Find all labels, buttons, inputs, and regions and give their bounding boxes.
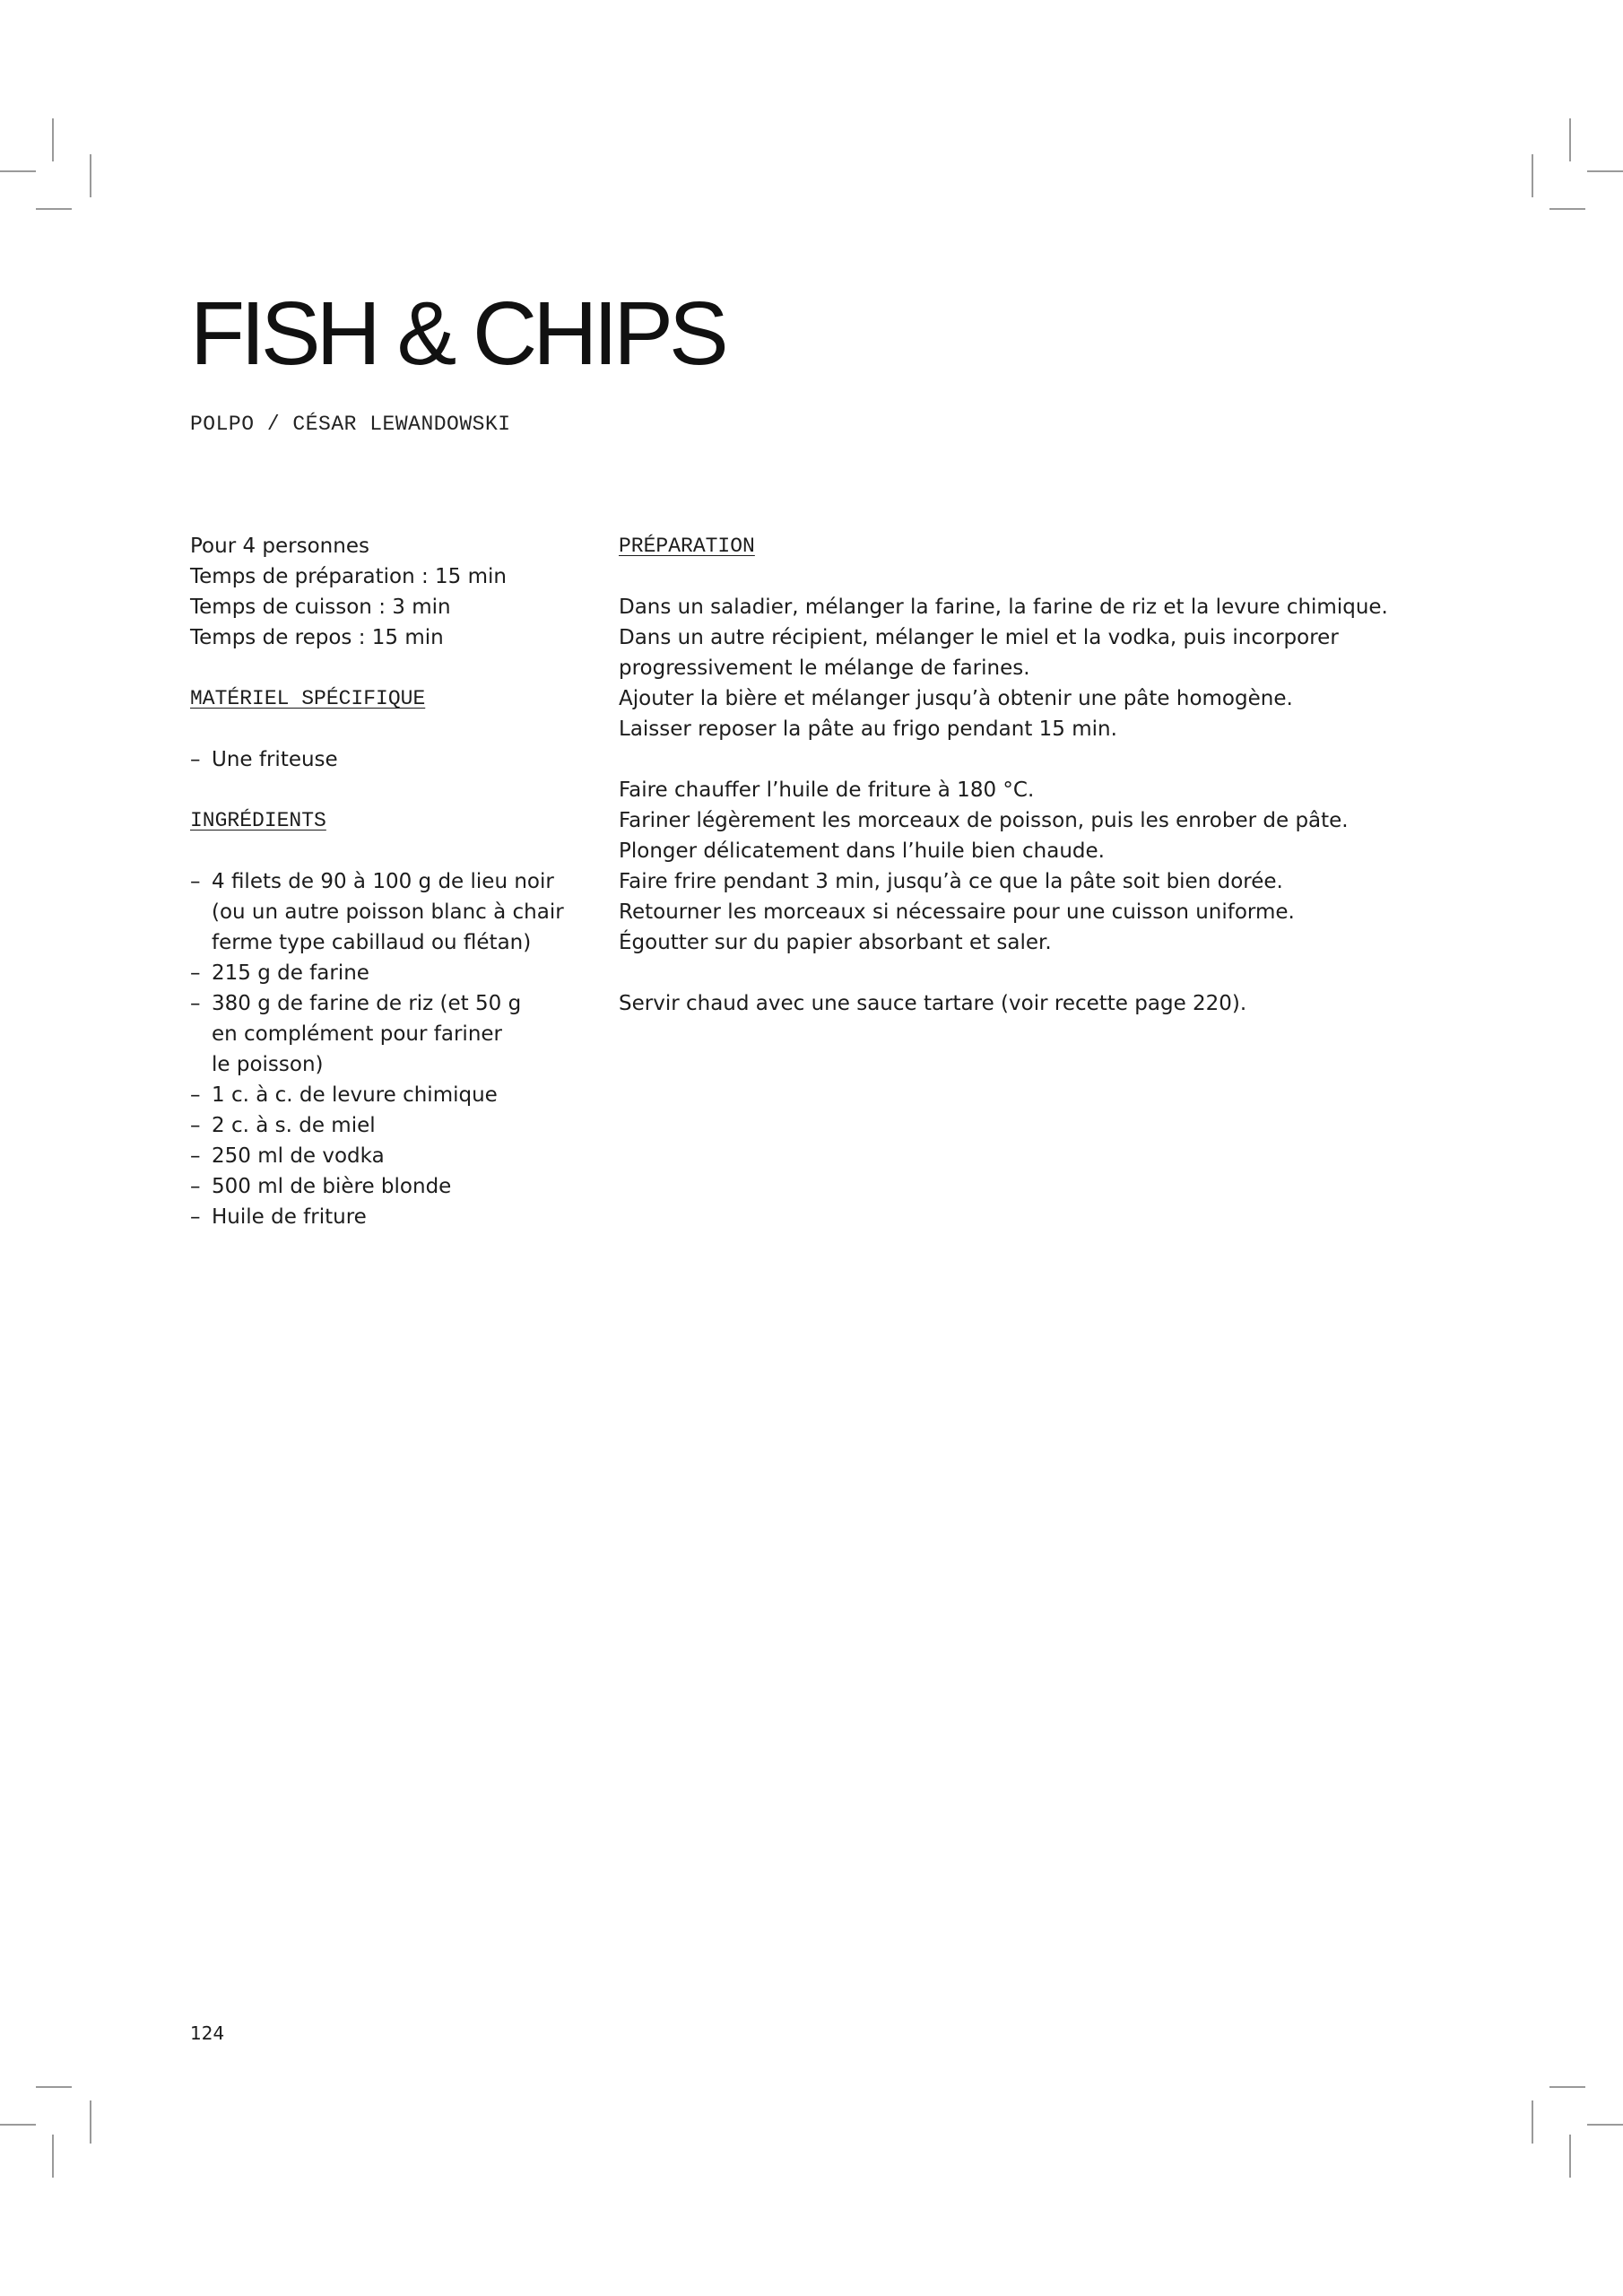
crop-mark xyxy=(52,2135,54,2178)
materiel-item-text: Une friteuse xyxy=(212,748,338,771)
dash-bullet: – xyxy=(190,870,201,893)
preparation-line: Égoutter sur du papier absorbant et saler. xyxy=(619,931,1052,954)
ingredient-item-text: le poisson) xyxy=(212,1053,324,1076)
dash-bullet: – xyxy=(190,961,201,985)
ingredient-item xyxy=(190,1202,594,1232)
preparation-heading: PRÉPARATION xyxy=(619,535,755,558)
crop-mark xyxy=(1532,154,1533,197)
ingredients-list xyxy=(190,866,594,1232)
ingredient-item xyxy=(190,1141,594,1171)
crop-mark xyxy=(52,118,54,161)
preparation-paragraph xyxy=(619,775,1569,958)
dash-bullet: – xyxy=(190,1083,201,1107)
crop-mark xyxy=(1532,2100,1533,2144)
crop-mark xyxy=(36,2086,72,2088)
ingredient-item xyxy=(190,988,594,1080)
preparation-line: Dans un saladier, mélanger la farine, la farine de riz et la levure chimique. xyxy=(619,596,1388,619)
crop-mark xyxy=(90,2100,91,2144)
ingredient-item-text: (ou un autre poisson blanc à chair xyxy=(212,900,564,924)
preparation-line: Faire chauffer l’huile de friture à 180 °C. xyxy=(619,778,1035,802)
ingredient-item xyxy=(190,958,594,988)
crop-mark xyxy=(1569,2135,1571,2178)
crop-mark xyxy=(1587,2124,1623,2126)
page-number: 124 xyxy=(190,2022,225,2044)
recipe-title: FISH & CHIPS xyxy=(190,283,725,384)
materiel-list xyxy=(190,744,594,775)
crop-mark xyxy=(1549,208,1585,210)
ingredient-item-text: Huile de friture xyxy=(212,1205,367,1229)
dash-bullet: – xyxy=(190,992,201,1015)
preparation-paragraph xyxy=(619,592,1569,744)
ingredients-heading: INGRÉDIENTS xyxy=(190,809,326,832)
ingredient-item-text: 4 filets de 90 à 100 g de lieu noir xyxy=(212,870,554,893)
ingredient-item-text: 250 ml de vodka xyxy=(212,1144,385,1168)
preparation-line: Ajouter la bière et mélanger jusqu’à obtenir une pâte homogène. xyxy=(619,687,1293,710)
preparation-line: Retourner les morceaux si nécessaire pour une cuisson uniforme. xyxy=(619,900,1295,924)
preparation-paragraph xyxy=(619,988,1569,1019)
ingredient-item xyxy=(190,1110,594,1141)
dash-bullet: – xyxy=(190,1175,201,1198)
cook-time: Temps de cuisson : 3 min xyxy=(190,596,451,619)
ingredient-item-text: 2 c. à s. de miel xyxy=(212,1114,376,1137)
recipe-author: POLPO / CÉSAR LEWANDOWSKI xyxy=(190,413,511,436)
preparation-line: Faire frire pendant 3 min, jusqu’à ce que la pâte soit bien dorée. xyxy=(619,870,1283,893)
materiel-item xyxy=(190,744,594,775)
crop-mark xyxy=(1569,118,1571,161)
servings: Pour 4 personnes xyxy=(190,535,369,558)
preparation-line: Fariner légèrement les morceaux de poisson, puis les enrober de pâte. xyxy=(619,809,1349,832)
crop-mark xyxy=(0,2124,36,2126)
dash-bullet: – xyxy=(190,1205,201,1229)
ingredient-item-text: 380 g de farine de riz (et 50 g xyxy=(212,992,522,1015)
preparation-line: Laisser reposer la pâte au frigo pendant 15 min. xyxy=(619,718,1117,741)
ingredient-item xyxy=(190,1080,594,1110)
ingredient-item-text: en complément pour fariner xyxy=(212,1022,502,1046)
preparation-line: progressivement le mélange de farines. xyxy=(619,657,1030,680)
ingredient-item-text: 1 c. à c. de levure chimique xyxy=(212,1083,498,1107)
dash-bullet: – xyxy=(190,1144,201,1168)
ingredient-item-text: 215 g de farine xyxy=(212,961,369,985)
crop-mark xyxy=(0,170,36,172)
crop-mark xyxy=(1549,2086,1585,2088)
preparation-section xyxy=(619,531,1569,1019)
ingredient-item-text: ferme type cabillaud ou flétan) xyxy=(212,931,532,954)
crop-mark xyxy=(90,154,91,197)
preparation-steps xyxy=(619,592,1569,1019)
recipe-sidebar xyxy=(190,531,594,1232)
ingredient-item xyxy=(190,866,594,958)
dash-bullet: – xyxy=(190,1114,201,1137)
rest-time: Temps de repos : 15 min xyxy=(190,626,444,649)
recipe-info xyxy=(190,531,594,653)
dash-bullet: – xyxy=(190,748,201,771)
prep-time: Temps de préparation : 15 min xyxy=(190,565,507,588)
ingredient-item xyxy=(190,1171,594,1202)
crop-mark xyxy=(1587,170,1623,172)
crop-mark xyxy=(36,208,72,210)
ingredient-item-text: 500 ml de bière blonde xyxy=(212,1175,452,1198)
preparation-line: Servir chaud avec une sauce tartare (voir recette page 220). xyxy=(619,992,1247,1015)
preparation-line: Plonger délicatement dans l’huile bien chaude. xyxy=(619,839,1105,863)
preparation-line: Dans un autre récipient, mélanger le miel et la vodka, puis incorporer xyxy=(619,626,1339,649)
materiel-heading: MATÉRIEL SPÉCIFIQUE xyxy=(190,687,426,710)
